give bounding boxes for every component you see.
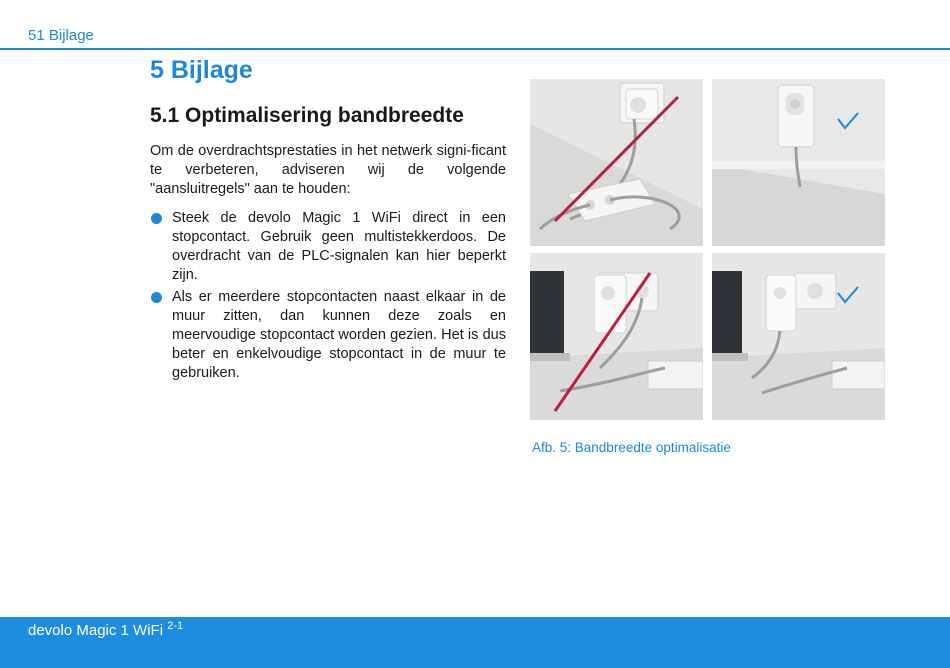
header-divider — [0, 48, 950, 50]
bullet-icon — [151, 292, 162, 303]
intro-paragraph: Om de overdrachtsprestaties in het netwerk signi-ficant te verbeteren, adviseren wij de volgende "aansluitregels" aan te houden: — [150, 143, 506, 197]
section-title: 5.1 Optimalisering bandbreedte — [150, 104, 464, 127]
photo-power-strip-wrong — [530, 79, 703, 246]
footer-product-name: devolo Magic 1 WiFi — [28, 622, 164, 639]
footer-version: 2-1 — [167, 620, 184, 632]
photo-multiple-sockets-wrong — [530, 253, 703, 420]
chapter-title: 5 Bijlage — [150, 56, 253, 84]
bullet-list — [150, 209, 506, 386]
list-item-text: Steek de devolo Magic 1 WiFi direct in een stopcontact. Gebruik geen multistekkerdoos. De overdracht van de PLC-signalen kan hier beperkt zijn. — [172, 210, 506, 283]
list-item — [150, 209, 506, 285]
figure-caption: Afb. 5: Bandbreedte optimalisatie — [532, 440, 731, 455]
bullet-icon — [151, 213, 162, 224]
photo-single-socket-correct — [712, 253, 885, 420]
page-header-label: 51 Bijlage — [28, 27, 94, 44]
list-item — [150, 288, 506, 383]
photo-direct-socket-correct — [712, 79, 885, 246]
list-item-text: Als er meerdere stopcontacten naast elkaar in de muur zitten, dan kunnen deze zoals en meervoudige stopcontact worden gezien. Het is dus beter en enkelvoudige stopcontact in de muur te gebruiken. — [172, 289, 506, 381]
footer-product-label — [28, 620, 183, 639]
